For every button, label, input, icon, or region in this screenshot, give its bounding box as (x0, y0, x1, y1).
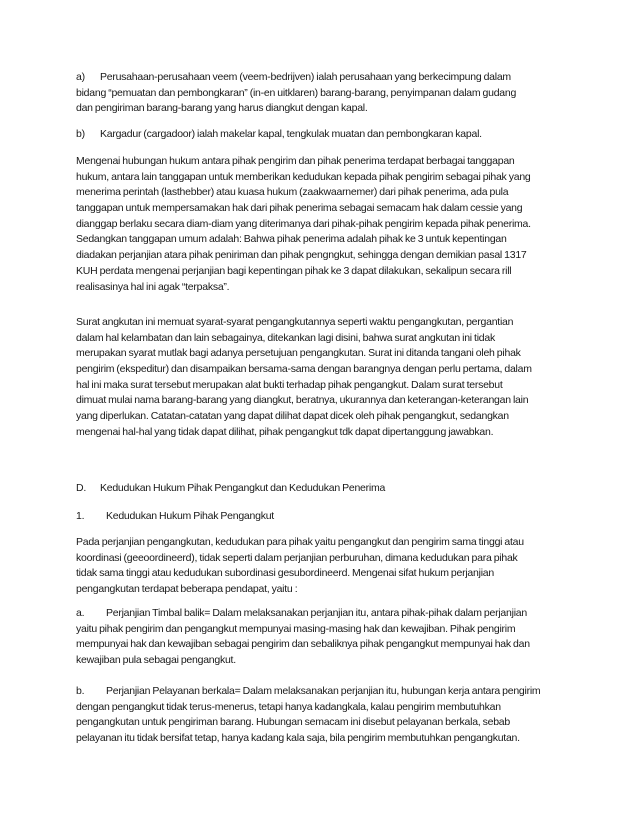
list-label: b. (76, 685, 85, 697)
heading-label: D. (76, 482, 86, 494)
text-line: pengirim (ekspeditur) dan disampaikan bersama-sama dengan barangnya dengan perlu pertama, dalam (76, 363, 532, 376)
paragraph-a-timbal-balik (76, 606, 570, 669)
text-line: dan pengiriman barang-barang yang harus diangkut dengan kapal. (76, 102, 368, 115)
text-line: hal ini maka surat tersebut merupakan alat bukti terhadap pihak pengangkut. Dalam surat tersebut (76, 378, 503, 391)
text-line: tanggapan untuk mempersamakan hak dari pihak penerima sebagai semacam hak dalam cessie yang (76, 202, 523, 215)
text-line: kewajiban pula sebagai pengangkut. (76, 654, 236, 667)
text-line-content: Kargadur (cargadoor) ialah makelar kapal, tengkulak muatan dan pembongkaran kapal. (100, 128, 482, 140)
text-line: koordinasi (geeoordineerd), tidak seperti dalam perjanjian perburuhan, dimana kedudukan para pihak (76, 551, 518, 564)
text-line-content: Perjanjian Pelayanan berkala= Dalam melaksanakan perjanjian itu, hubungan kerja antara pengirim (106, 685, 541, 697)
text-line: Mengenai hubungan hukum antara pihak pengirim dan pihak penerima terdapat berbagai tanggapan (76, 155, 515, 167)
paragraph-a-veem (76, 70, 570, 117)
text-line: yang diperlukan. Catatan-catatan yang dapat dilihat dapat dicek oleh pihak pengangkut, sedangkan (76, 410, 509, 423)
heading-label: 1. (76, 510, 85, 522)
paragraph-b-pelayanan-berkala (76, 684, 570, 747)
heading-text: Kedudukan Hukum Pihak Pengangkut dan Kedudukan Penerima (100, 482, 386, 494)
text-line: dalam hal kelambatan dan lain sebagainya, ditekankan lagi disini, bahwa surat angkutan ini tidak (76, 331, 495, 344)
section-heading-d (76, 480, 570, 496)
text-line: yaitu pihak pengirim dan pengangkut mempunyai masing-masing hak dan kewajiban. Pihak pengirim (76, 622, 516, 635)
text-line: merupakan syarat mutlak bagi adanya persetujuan pengangkutan. Surat ini ditanda tangani oleh pihak (76, 347, 521, 360)
text-line: dimuat mulai nama barang-barang yang diangkut, beratnya, ukurannya dan keterangan-keterangan lain (76, 394, 529, 407)
list-label: a. (76, 607, 85, 619)
text-line: pengangkutan terdapat beberapa pendapat, yaitu : (76, 583, 298, 596)
text-line: diadakan perjanjian atara pihak peniriman dan pihak pengngkut, sehingga dengan demikian pasal 1317 (76, 249, 527, 262)
heading-text: Kedudukan Hukum Pihak Pengangkut (106, 510, 274, 522)
paragraph-pada-perjanjian (76, 535, 570, 598)
list-label: a) (76, 71, 85, 83)
text-line: mempunyai hak dan kewajiban sebagai pengirim dan sebaliknya pihak pengangkut mempunyai hak dan (76, 638, 530, 651)
paragraph-hubungan-hukum (76, 154, 570, 295)
subsection-heading-1 (76, 508, 570, 524)
text-line: menerima perintah (lasthebber) atau kuasa hukum (zaakwaarnemer) dari pihak penerima, ada pula (76, 186, 509, 199)
text-line: dianggap berlaku secara diam-diam yang diterimanya dari pihak-pihak pengirim kepada pihak penerima. (76, 217, 531, 230)
text-line: hukum, antara lain tanggapan untuk memberikan kedudukan kepada pihak pengirim sebagai pihak yang (76, 170, 531, 183)
text-line: tidak sama tinggi atau kedudukan subordinasi gesubordineerd. Mengenai sifat hukum perjanjian (76, 567, 494, 580)
text-line: realisasinya hal ini agak “terpaksa”. (76, 280, 230, 293)
paragraph-b-kargadur (76, 126, 570, 142)
text-line: mengenai hal-hal yang tidak dapat dilihat, pihak pengangkut tdk dapat dipertanggung jawabkan. (76, 425, 494, 438)
text-line (76, 684, 570, 700)
text-line: Surat angkutan ini memuat syarat-syarat pengangkutannya seperti waktu pengangkutan, pergantian (76, 316, 514, 328)
text-line-content: Perusahaan-perusahaan veem (veem-bedrijven) ialah perusahaan yang berkecimpung dalam (100, 71, 511, 83)
list-label: b) (76, 128, 85, 140)
text-line: KUH perdata mengenai perjanjian bagi kepentingan pihak ke 3 dapat dilakukan, sekalipun secara rill (76, 264, 512, 277)
text-line: Pada perjanjian pengangkutan, kedudukan para pihak yaitu pengangkut dan pengirim sama tinggi atau (76, 536, 524, 548)
text-line: bidang “pemuatan dan pembongkaran” (in-en uitklaren) barang-barang, penyimpanan dalam gudang (76, 86, 517, 99)
text-line: Sedangkan tanggapan umum adalah: Bahwa pihak penerima adalah pihak ke 3 untuk kepentingan (76, 233, 507, 246)
text-line-content: Perjanjian Timbal balik= Dalam melaksanakan perjanjian itu, antara pihak-pihak dalam perjanjian (106, 607, 527, 619)
text-line: pelayanan itu tidak bersifat tetap, hanya kadang kala saja, bila pengirim membutuhkan pengangkutan. (76, 732, 520, 745)
text-line (76, 70, 570, 86)
paragraph-surat-angkutan (76, 315, 570, 441)
text-line: pengangkutan untuk pengiriman barang. Hubungan semacam ini disebut pelayanan berkala, sebab (76, 716, 510, 729)
text-line: dengan pengangkut tidak terus-menerus, tetapi hanya kadangkala, kalau pengirim membutuhkan (76, 700, 501, 713)
text-line (76, 606, 570, 622)
